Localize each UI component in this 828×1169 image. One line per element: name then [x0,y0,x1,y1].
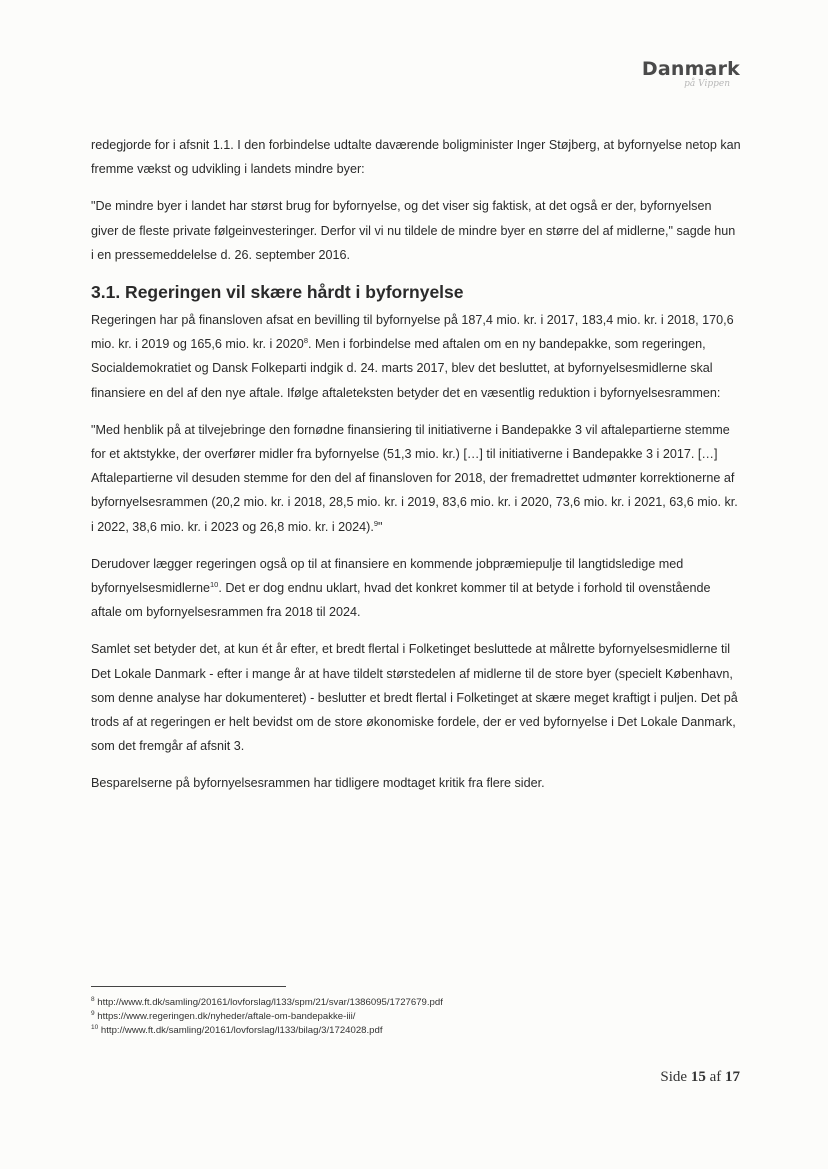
page-current: 15 [690,1069,706,1085]
quote-close: " [378,519,383,534]
footnote-link[interactable]: https://www.regeringen.dk/nyheder/aftale-om-bandepakke-iii/ [94,1011,356,1022]
footnote-number: 9 [91,1009,95,1017]
brand-logo [640,58,740,89]
document-body [91,133,741,809]
page-total: 17 [725,1069,740,1085]
footnote-number: 10 [91,1023,99,1031]
footnote-ref-10[interactable]: 10 [210,579,219,589]
paragraph-intro: redegjorde for i afsnit 1.1. I den forbindelse udtalte daværende boligminister Inger Støjberg, at byfornyelse netop kan fremme vækst og udvikling i landets mindre byer: [91,138,741,177]
paragraph-summary: Samlet set betyder det, at kun ét år efter, et bredt flertal i Folketinget besluttede at målrette byfornyelsesmidlerne til Det Lokale Danmark - efter i mange år at have tildelt størstedelen af midlerne til de store byer (specielt København, som denne analyse har dokumenteret) - beslutter et bredt flertal i Folketinget at skære meget kraftigt i puljen. Det på trods af at regeringen er helt bevidst om de store økonomiske fordele, der er ved byfornyelse i Det Lokale Danmark, som det fremgår af afsnit 3. [91,642,738,754]
page-number [660,1069,740,1086]
paragraph-text: . Det er dog endnu uklart, hvad det konkret kommer til at betyde i forhold til ovenstående aftale om byfornyelsesrammen fra 2018 til 2024. [91,581,711,620]
paragraph-jobpool [91,552,741,625]
quote-text: "Med henblik på at tilvejebringe den fornødne finansiering til initiativerne i Bandepakke 3 vil aftalepartierne stemme for et aktstykke, der overfører midler fra byfornyelse (51,3 mio. kr.) […] til initiativerne i Bandepakke 3 i 2017. […] Aftalepartierne vil desuden stemme for den del af finansloven for 2018, der fremadrettet udmønter korrektionerne af byfornyelsesrammen (20,2 mio. kr. i 2018, 28,5 mio. kr. i 2019, 83,6 mio. kr. i 2020, 73,6 mio. kr. i 2021, 63,6 mio. kr. i 2022, 38,6 mio. kr. i 2023 og 26,8 mio. kr. i 2024). [91,422,738,534]
footnotes [91,996,741,1038]
quote-stojberg: "De mindre byer i landet har størst brug for byfornyelse, og det viser sig faktisk, at det også er der, byfornyelsen giver de fleste private følgeinvesteringer. Derfor vil vi nu tildele de mindre byer en større del af midlerne," sagde hun i en pressemeddelelse d. 26. september 2016. [91,199,736,262]
section-heading: 3.1. Regeringen vil skære hårdt i byfornyelse [91,282,464,303]
page-middle: af [705,1069,725,1085]
quote-agreement [91,418,741,539]
footnote-number: 8 [91,995,95,1003]
paragraph-text: . Men i forbindelse med aftalen om en ny bandepakke, som regeringen, Socialdemokratiet og Dansk Folkeparti indgik d. 24. marts 2017, blev det besluttet, at byfornyelsesmidlerne skal finansiere en del af den nye aftale. Ifølge aftaleteksten betyder det en væsentlig reduktion i byfornyelsesrammen: [91,337,721,400]
footnote-divider [91,986,286,987]
footnote-9 [91,1010,741,1024]
logo-subtitle: på Vippen [684,79,730,89]
footnote-link[interactable]: http://www.ft.dk/samling/20161/lovforslag/l133/bilag/3/1724028.pdf [98,1025,383,1036]
footnote-ref-8[interactable]: 8 [303,336,308,346]
page-prefix: Side [660,1069,691,1085]
paragraph-criticism: Besparelserne på byfornyelsesrammen har tidligere modtaget kritik fra flere sider. [91,776,545,791]
footnote-ref-9[interactable]: 9 [373,518,378,528]
paragraph-finance [91,308,741,405]
paragraph-text: Derudover lægger regeringen også op til at finansiere en kommende jobpræmiepulje til langtidsledige med byfornyelsesmidlerne [91,556,684,596]
footnote-8 [91,996,741,1010]
paragraph-text: Regeringen har på finansloven afsat en bevilling til byfornyelse på 187,4 mio. kr. i 2017, 183,4 mio. kr. i 2018, 170,6 mio. kr. i 2019 og 165,6 mio. kr. i 2020 [91,313,734,352]
footnote-link[interactable]: http://www.ft.dk/samling/20161/lovforslag/l133/spm/21/svar/1386095/1727679.pdf [94,997,443,1008]
footnote-10 [91,1024,741,1038]
logo-title: Danmark [641,58,740,80]
